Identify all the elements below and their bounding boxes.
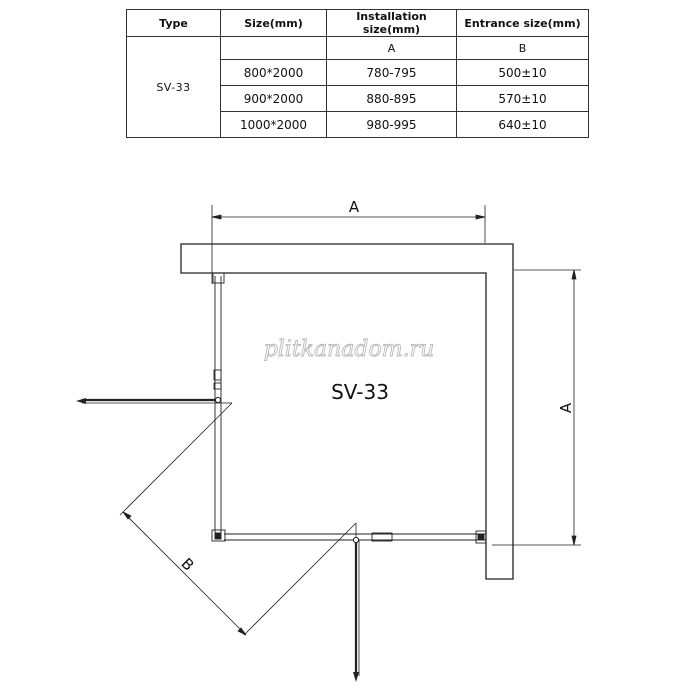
bottom-swing-door (353, 523, 359, 682)
left-fixed-panel (212, 273, 225, 541)
subheader-a: A (327, 37, 457, 60)
header-size: Size(mm) (221, 10, 327, 37)
header-installation-size: Installation size(mm) (327, 10, 457, 37)
size-cell: 900*2000 (221, 86, 327, 112)
dimension-right-label: A (557, 402, 575, 414)
header-type: Type (127, 10, 221, 37)
dimension-diagonal-label: B (177, 554, 198, 575)
entrance-cell: 500±10 (457, 60, 589, 86)
model-label: SV-33 (331, 380, 389, 404)
subheader-b: B (457, 37, 589, 60)
installation-cell: 880-895 (327, 86, 457, 112)
size-cell: 800*2000 (221, 60, 327, 86)
model-cell: SV-33 (127, 37, 221, 138)
header-entrance-size: Entrance size(mm) (457, 10, 589, 37)
dimension-top-label: A (348, 198, 360, 216)
installation-cell: 780-795 (327, 60, 457, 86)
dimension-diagonal (120, 403, 356, 635)
wall-outline (181, 244, 513, 579)
left-swing-door (76, 397, 232, 404)
size-cell: 1000*2000 (221, 112, 327, 138)
entrance-cell: 640±10 (457, 112, 589, 138)
installation-cell: 980-995 (327, 112, 457, 138)
entrance-cell: 570±10 (457, 86, 589, 112)
watermark: plitkanadom.ru (263, 337, 435, 362)
